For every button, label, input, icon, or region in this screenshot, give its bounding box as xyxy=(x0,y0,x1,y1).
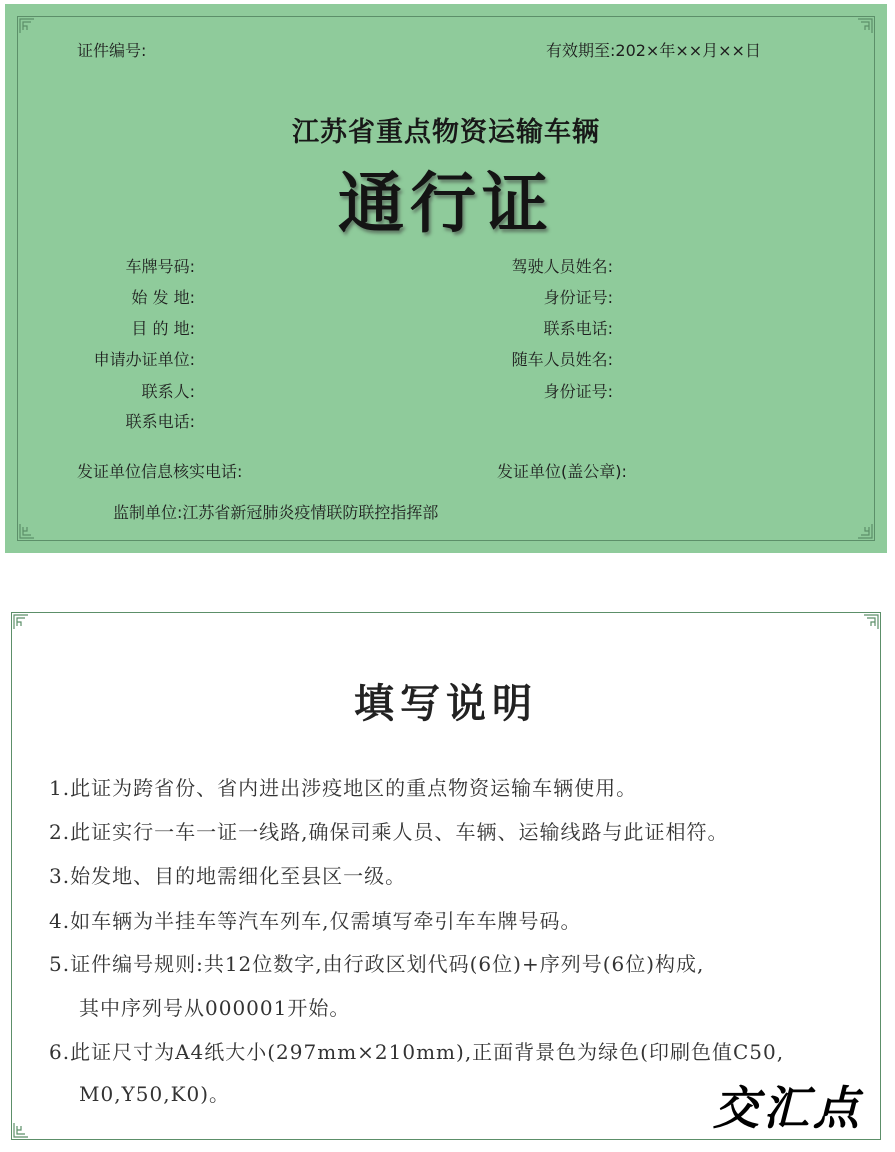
pass-subtitle: 江苏省重点物资运输车辆 xyxy=(292,117,600,148)
corner-ornament-icon xyxy=(863,614,879,630)
instruction-item: 6.此证尺寸为A4纸大小(297mm×210mm),正面背景色为绿色(印刷色值C50, xyxy=(49,1040,785,1064)
corner-ornament-icon xyxy=(857,18,873,34)
supervisor-line: 监制单位:江苏省新冠肺炎疫情联防联控指挥部 xyxy=(113,503,439,522)
corner-ornament-icon xyxy=(13,614,29,630)
field-passenger-id: 身份证号: xyxy=(543,382,613,401)
verify-phone-label: 发证单位信息核实电话: xyxy=(77,462,243,481)
field-applicant-unit: 申请办证单位: xyxy=(93,350,195,369)
corner-ornament-icon xyxy=(13,1122,29,1138)
pass-title: 通行证 xyxy=(338,165,554,242)
corner-ornament-icon xyxy=(19,18,35,34)
field-origin: 始 发 地: xyxy=(131,288,195,307)
watermark-logo: 交汇点 xyxy=(713,1081,863,1135)
field-driver-phone: 联系电话: xyxy=(543,319,613,338)
instruction-item: 1.此证为跨省份、省内进出涉疫地区的重点物资运输车辆使用。 xyxy=(49,776,638,800)
field-plate-number: 车牌号码: xyxy=(125,257,195,276)
field-destination: 目 的 地: xyxy=(131,319,195,338)
instruction-item: 2.此证实行一车一证一线路,确保司乘人员、车辆、运输线路与此证相符。 xyxy=(49,820,729,844)
instruction-item-continued: M0,Y50,K0)。 xyxy=(79,1082,231,1106)
pass-front xyxy=(5,4,887,553)
field-passenger-name: 随车人员姓名: xyxy=(511,350,613,369)
pass-back xyxy=(5,606,887,1144)
corner-ornament-icon xyxy=(857,523,873,539)
field-contact-person: 联系人: xyxy=(141,382,195,401)
field-driver-name: 驾驶人员姓名: xyxy=(511,257,613,276)
field-driver-id: 身份证号: xyxy=(543,288,613,307)
field-contact-phone: 联系电话: xyxy=(125,412,195,431)
instructions-title: 填写说明 xyxy=(354,680,538,727)
corner-ornament-icon xyxy=(19,523,35,539)
instruction-item: 5.证件编号规则:共12位数字,由行政区划代码(6位)+序列号(6位)构成, xyxy=(49,952,705,976)
instruction-item: 3.始发地、目的地需细化至县区一级。 xyxy=(49,864,407,888)
instruction-item-continued: 其中序列号从000001开始。 xyxy=(79,996,351,1020)
valid-until: 有效期至:202×年××月××日 xyxy=(546,41,761,60)
issuer-seal-label: 发证单位(盖公章): xyxy=(497,462,627,481)
document-number-label: 证件编号: xyxy=(77,41,147,60)
instruction-item: 4.如车辆为半挂车等汽车列车,仅需填写牵引车车牌号码。 xyxy=(49,909,582,933)
